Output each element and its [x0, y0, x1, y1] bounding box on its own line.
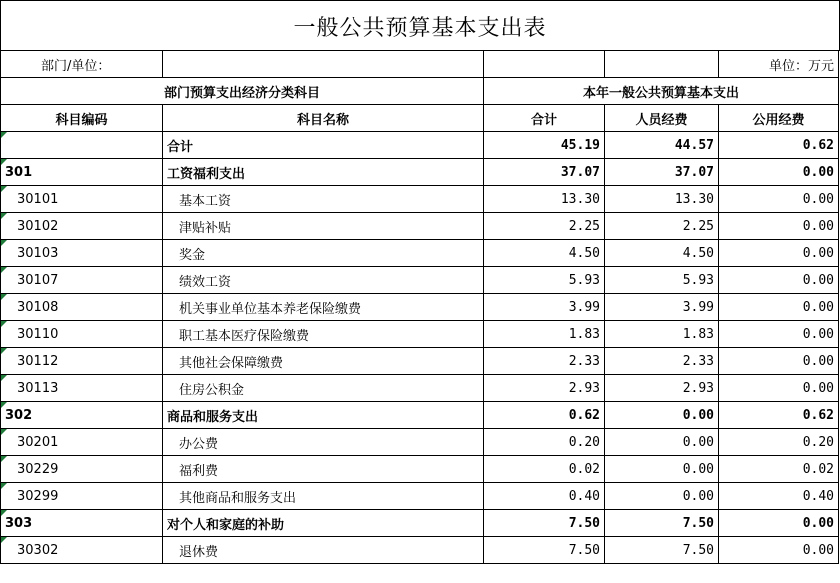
- name-header: 科目名称: [163, 105, 484, 132]
- personnel-cell[interactable]: 5.93: [605, 267, 719, 294]
- table-row: [1, 267, 839, 294]
- table-row: [1, 213, 839, 240]
- code-cell[interactable]: 30113: [1, 375, 163, 402]
- code-cell[interactable]: 30103: [1, 240, 163, 267]
- personnel-cell[interactable]: 0.00: [605, 429, 719, 456]
- personnel-cell[interactable]: 0.00: [605, 456, 719, 483]
- name-cell[interactable]: 对个人和家庭的补助: [163, 510, 484, 537]
- personnel-cell[interactable]: 2.25: [605, 213, 719, 240]
- public-cell[interactable]: 0.00: [719, 294, 839, 321]
- group-header-row: [1, 78, 839, 105]
- code-cell[interactable]: 301: [1, 159, 163, 186]
- page-title: 一般公共预算基本支出表: [0, 0, 840, 51]
- personnel-cell[interactable]: 0.00: [605, 402, 719, 429]
- code-cell[interactable]: 302: [1, 402, 163, 429]
- personnel-header: 人员经费: [605, 105, 719, 132]
- public-cell[interactable]: 0.62: [719, 132, 839, 159]
- total-cell[interactable]: 7.50: [484, 510, 605, 537]
- meta-empty-cell: [605, 51, 719, 78]
- public-cell[interactable]: 0.40: [719, 483, 839, 510]
- table-row: [1, 348, 839, 375]
- table-row: [1, 186, 839, 213]
- public-cell[interactable]: 0.00: [719, 267, 839, 294]
- public-cell[interactable]: 0.00: [719, 510, 839, 537]
- name-cell[interactable]: 机关事业单位基本养老保险缴费: [163, 294, 484, 321]
- name-cell[interactable]: 办公费: [163, 429, 484, 456]
- total-row: [1, 132, 839, 159]
- total-cell[interactable]: 7.50: [484, 537, 605, 564]
- total-cell[interactable]: 45.19: [484, 132, 605, 159]
- total-cell[interactable]: 0.02: [484, 456, 605, 483]
- total-cell[interactable]: 13.30: [484, 186, 605, 213]
- personnel-cell[interactable]: 2.93: [605, 375, 719, 402]
- name-cell[interactable]: 基本工资: [163, 186, 484, 213]
- public-cell[interactable]: 0.00: [719, 321, 839, 348]
- total-cell[interactable]: 4.50: [484, 240, 605, 267]
- table-row: [1, 456, 839, 483]
- personnel-cell[interactable]: 2.33: [605, 348, 719, 375]
- name-cell[interactable]: 职工基本医疗保险缴费: [163, 321, 484, 348]
- code-cell[interactable]: 30229: [1, 456, 163, 483]
- name-cell[interactable]: 商品和服务支出: [163, 402, 484, 429]
- total-cell[interactable]: 0.20: [484, 429, 605, 456]
- code-cell[interactable]: 303: [1, 510, 163, 537]
- public-cell[interactable]: 0.00: [719, 240, 839, 267]
- public-cell[interactable]: 0.02: [719, 456, 839, 483]
- table-row: [1, 294, 839, 321]
- total-cell[interactable]: 2.93: [484, 375, 605, 402]
- personnel-cell[interactable]: 0.00: [605, 483, 719, 510]
- group-row: [1, 402, 839, 429]
- meta-empty-cell: [484, 51, 605, 78]
- name-cell[interactable]: 其他商品和服务支出: [163, 483, 484, 510]
- personnel-cell[interactable]: 44.57: [605, 132, 719, 159]
- table-row: [1, 429, 839, 456]
- group-row: [1, 510, 839, 537]
- code-cell[interactable]: 30112: [1, 348, 163, 375]
- personnel-cell[interactable]: 37.07: [605, 159, 719, 186]
- personnel-cell[interactable]: 4.50: [605, 240, 719, 267]
- code-cell[interactable]: 30102: [1, 213, 163, 240]
- group-row: [1, 159, 839, 186]
- unit-label: 单位：万元: [768, 58, 834, 74]
- name-cell[interactable]: 其他社会保障缴费: [163, 348, 484, 375]
- dept-value-cell[interactable]: [163, 51, 484, 78]
- code-cell[interactable]: 30107: [1, 267, 163, 294]
- name-cell[interactable]: 合计: [163, 132, 484, 159]
- public-cell[interactable]: 0.00: [719, 213, 839, 240]
- total-cell[interactable]: 1.83: [484, 321, 605, 348]
- dept-label-cell: [1, 51, 163, 78]
- total-cell[interactable]: 3.99: [484, 294, 605, 321]
- group-left-header: 部门预算支出经济分类科目: [1, 78, 484, 105]
- personnel-cell[interactable]: 7.50: [605, 537, 719, 564]
- public-header: 公用经费: [719, 105, 839, 132]
- total-cell[interactable]: 37.07: [484, 159, 605, 186]
- code-cell[interactable]: 30108: [1, 294, 163, 321]
- total-cell[interactable]: 0.40: [484, 483, 605, 510]
- code-header: 科目编码: [1, 105, 163, 132]
- total-cell[interactable]: 5.93: [484, 267, 605, 294]
- total-cell[interactable]: 0.62: [484, 402, 605, 429]
- name-cell[interactable]: 退休费: [163, 537, 484, 564]
- name-cell[interactable]: 工资福利支出: [163, 159, 484, 186]
- table-row: [1, 375, 839, 402]
- total-header: 合计: [484, 105, 605, 132]
- public-cell[interactable]: 0.00: [719, 348, 839, 375]
- total-cell[interactable]: 2.33: [484, 348, 605, 375]
- table-row: [1, 321, 839, 348]
- code-cell[interactable]: 30201: [1, 429, 163, 456]
- code-cell[interactable]: 30299: [1, 483, 163, 510]
- name-cell[interactable]: 住房公积金: [163, 375, 484, 402]
- budget-table: [0, 50, 839, 564]
- public-cell[interactable]: 0.00: [719, 186, 839, 213]
- total-cell[interactable]: 2.25: [484, 213, 605, 240]
- personnel-cell[interactable]: 7.50: [605, 510, 719, 537]
- personnel-cell[interactable]: 1.83: [605, 321, 719, 348]
- name-cell[interactable]: 津贴补贴: [163, 213, 484, 240]
- group-right-header: 本年一般公共预算基本支出: [484, 78, 839, 105]
- code-cell[interactable]: 30110: [1, 321, 163, 348]
- code-cell[interactable]: 30302: [1, 537, 163, 564]
- meta-row: [1, 51, 839, 78]
- public-cell[interactable]: 0.00: [719, 537, 839, 564]
- name-cell[interactable]: 奖金: [163, 240, 484, 267]
- table-row: [1, 537, 839, 564]
- code-cell[interactable]: [1, 132, 163, 159]
- code-cell[interactable]: 30101: [1, 186, 163, 213]
- public-cell[interactable]: 0.00: [719, 159, 839, 186]
- personnel-cell[interactable]: 13.30: [605, 186, 719, 213]
- table-row: [1, 483, 839, 510]
- public-cell[interactable]: 0.20: [719, 429, 839, 456]
- name-cell[interactable]: 绩效工资: [163, 267, 484, 294]
- public-cell[interactable]: 0.00: [719, 375, 839, 402]
- name-cell[interactable]: 福利费: [163, 456, 484, 483]
- column-header-row: [1, 105, 839, 132]
- dept-label: 部门/单位：: [41, 58, 111, 74]
- table-row: [1, 240, 839, 267]
- unit-label-cell: [719, 51, 839, 78]
- personnel-cell[interactable]: 3.99: [605, 294, 719, 321]
- public-cell[interactable]: 0.62: [719, 402, 839, 429]
